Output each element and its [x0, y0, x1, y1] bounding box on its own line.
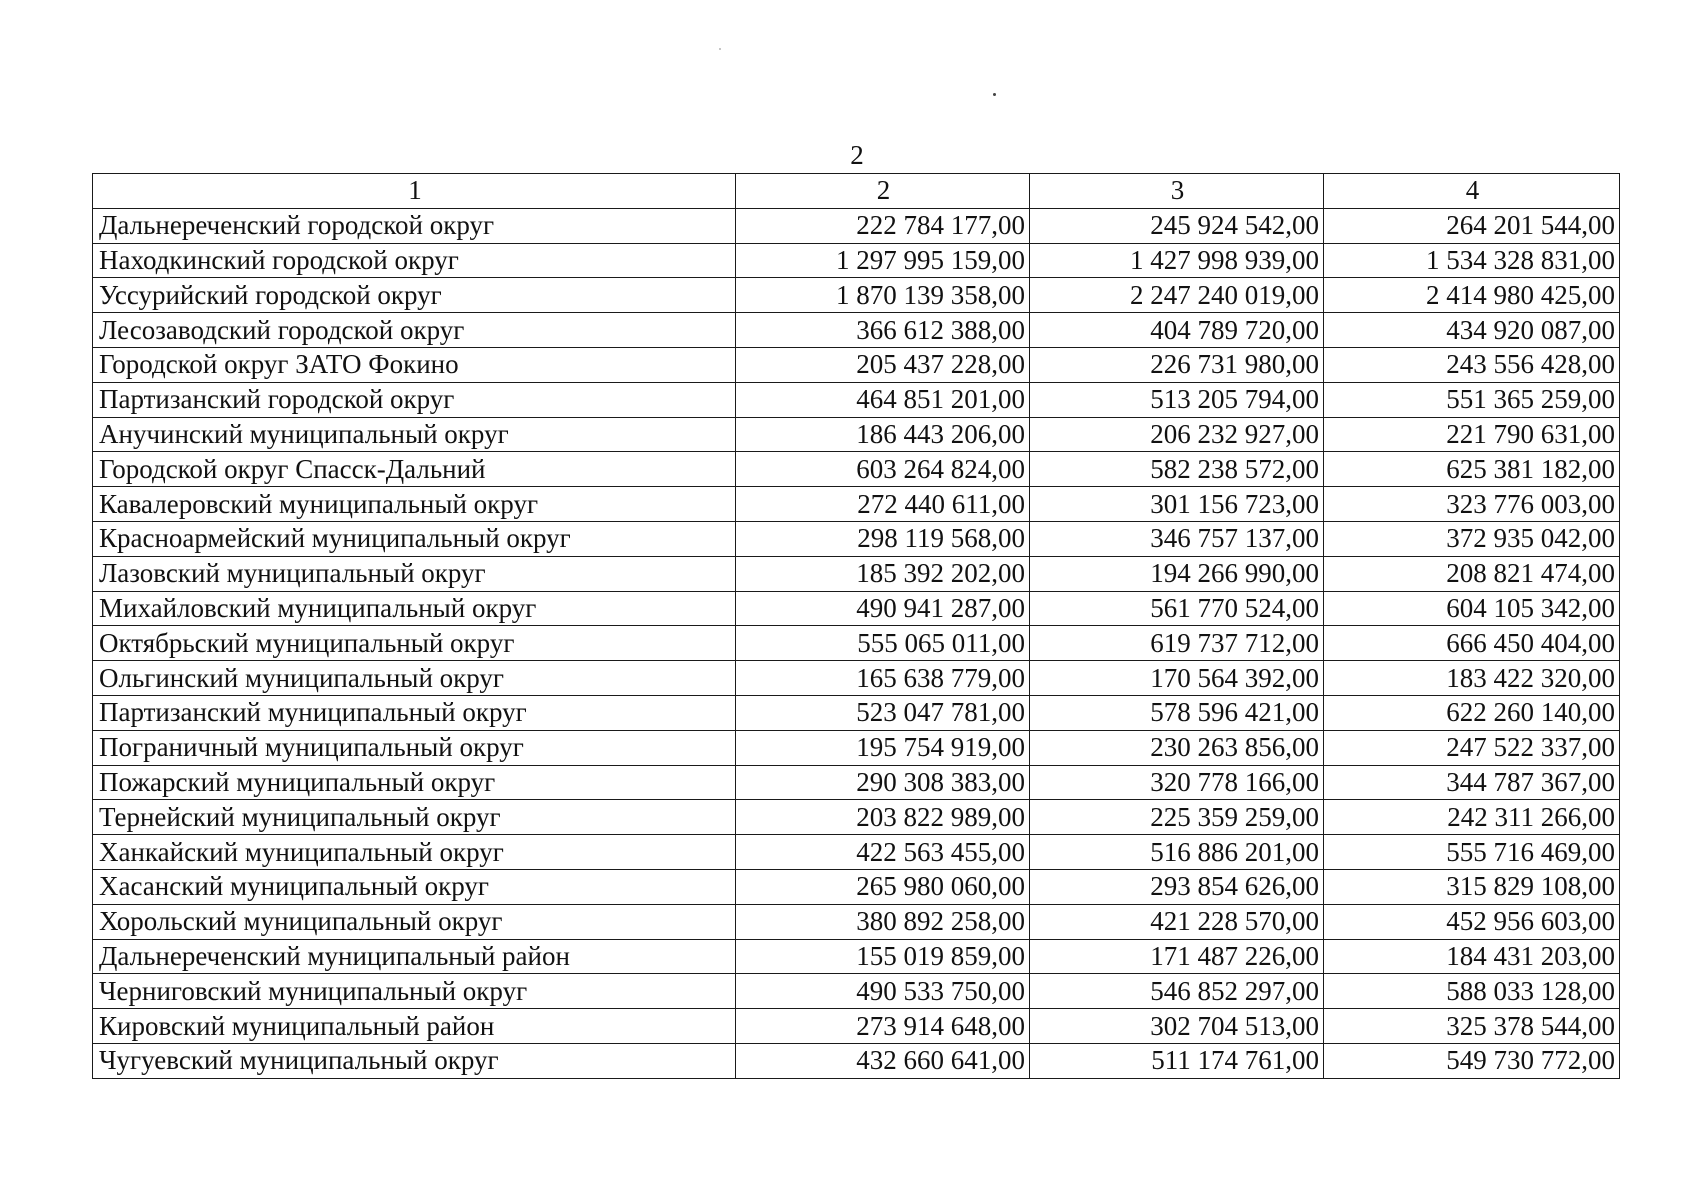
page-number: 2 — [850, 140, 864, 170]
table-row — [93, 243, 1620, 278]
value-cell-col2: 422 563 455,00 — [736, 835, 1030, 870]
value-cell-col4: 434 920 087,00 — [1324, 313, 1620, 348]
municipality-name-cell: Октябрьский муниципальный округ — [93, 626, 736, 661]
table-row — [93, 869, 1620, 904]
value-cell-col2: 523 047 781,00 — [736, 695, 1030, 730]
value-cell-col2: 1 870 139 358,00 — [736, 278, 1030, 313]
municipality-name-cell: Кировский муниципальный район — [93, 1009, 736, 1044]
municipality-name-cell: Пограничный муниципальный округ — [93, 730, 736, 765]
value-cell-col4: 184 431 203,00 — [1324, 939, 1620, 974]
municipality-name-cell: Дальнереченский муниципальный район — [93, 939, 736, 974]
value-cell-col4: 344 787 367,00 — [1324, 765, 1620, 800]
value-cell-col2: 298 119 568,00 — [736, 521, 1030, 556]
municipality-name-cell: Уссурийский городской округ — [93, 278, 736, 313]
value-cell-col3: 546 852 297,00 — [1030, 974, 1324, 1009]
value-cell-col2: 265 980 060,00 — [736, 869, 1030, 904]
value-cell-col4: 264 201 544,00 — [1324, 208, 1620, 243]
value-cell-col3: 302 704 513,00 — [1030, 1009, 1324, 1044]
value-cell-col2: 490 533 750,00 — [736, 974, 1030, 1009]
value-cell-col4: 555 716 469,00 — [1324, 835, 1620, 870]
value-cell-col4: 588 033 128,00 — [1324, 974, 1620, 1009]
value-cell-col4: 183 422 320,00 — [1324, 661, 1620, 696]
value-cell-col3: 301 156 723,00 — [1030, 487, 1324, 522]
table-row — [93, 382, 1620, 417]
value-cell-col3: 404 789 720,00 — [1030, 313, 1324, 348]
value-cell-col4: 315 829 108,00 — [1324, 869, 1620, 904]
value-cell-col3: 170 564 392,00 — [1030, 661, 1324, 696]
table-row — [93, 521, 1620, 556]
value-cell-col2: 290 308 383,00 — [736, 765, 1030, 800]
value-cell-col2: 195 754 919,00 — [736, 730, 1030, 765]
value-cell-col2: 555 065 011,00 — [736, 626, 1030, 661]
value-cell-col3: 516 886 201,00 — [1030, 835, 1324, 870]
table-row — [93, 730, 1620, 765]
table-row — [93, 417, 1620, 452]
municipality-name-cell: Тернейский муниципальный округ — [93, 800, 736, 835]
value-cell-col4: 1 534 328 831,00 — [1324, 243, 1620, 278]
value-cell-col3: 293 854 626,00 — [1030, 869, 1324, 904]
value-cell-col2: 165 638 779,00 — [736, 661, 1030, 696]
value-cell-col2: 205 437 228,00 — [736, 347, 1030, 382]
municipality-name-cell: Михайловский муниципальный округ — [93, 591, 736, 626]
table-row — [93, 626, 1620, 661]
value-cell-col3: 230 263 856,00 — [1030, 730, 1324, 765]
value-cell-col2: 155 019 859,00 — [736, 939, 1030, 974]
value-cell-col3: 320 778 166,00 — [1030, 765, 1324, 800]
value-cell-col2: 490 941 287,00 — [736, 591, 1030, 626]
value-cell-col3: 511 174 761,00 — [1030, 1043, 1324, 1078]
column-header: 2 — [736, 174, 1030, 209]
table-row — [93, 208, 1620, 243]
value-cell-col3: 245 924 542,00 — [1030, 208, 1324, 243]
value-cell-col3: 171 487 226,00 — [1030, 939, 1324, 974]
value-cell-col3: 206 232 927,00 — [1030, 417, 1324, 452]
value-cell-col4: 247 522 337,00 — [1324, 730, 1620, 765]
municipality-name-cell: Лазовский муниципальный округ — [93, 556, 736, 591]
table-row — [93, 695, 1620, 730]
municipality-name-cell: Анучинский муниципальный округ — [93, 417, 736, 452]
value-cell-col4: 323 776 003,00 — [1324, 487, 1620, 522]
value-cell-col4: 221 790 631,00 — [1324, 417, 1620, 452]
table-row — [93, 835, 1620, 870]
municipality-name-cell: Находкинский городской округ — [93, 243, 736, 278]
value-cell-col2: 432 660 641,00 — [736, 1043, 1030, 1078]
value-cell-col4: 622 260 140,00 — [1324, 695, 1620, 730]
table-body — [93, 208, 1620, 1078]
value-cell-col2: 273 914 648,00 — [736, 1009, 1030, 1044]
table-row — [93, 1043, 1620, 1078]
value-cell-col4: 452 956 603,00 — [1324, 904, 1620, 939]
municipality-name-cell: Хасанский муниципальный округ — [93, 869, 736, 904]
value-cell-col3: 346 757 137,00 — [1030, 521, 1324, 556]
municipality-name-cell: Чугуевский муниципальный округ — [93, 1043, 736, 1078]
municipality-name-cell: Партизанский муниципальный округ — [93, 695, 736, 730]
value-cell-col2: 186 443 206,00 — [736, 417, 1030, 452]
value-cell-col2: 603 264 824,00 — [736, 452, 1030, 487]
value-cell-col2: 203 822 989,00 — [736, 800, 1030, 835]
municipality-name-cell: Хорольский муниципальный округ — [93, 904, 736, 939]
value-cell-col2: 222 784 177,00 — [736, 208, 1030, 243]
value-cell-col2: 185 392 202,00 — [736, 556, 1030, 591]
municipality-name-cell: Ханкайский муниципальный округ — [93, 835, 736, 870]
municipality-name-cell: Кавалеровский муниципальный округ — [93, 487, 736, 522]
table-row — [93, 904, 1620, 939]
value-cell-col3: 194 266 990,00 — [1030, 556, 1324, 591]
value-cell-col3: 561 770 524,00 — [1030, 591, 1324, 626]
value-cell-col2: 272 440 611,00 — [736, 487, 1030, 522]
table-row — [93, 347, 1620, 382]
scan-speck — [993, 93, 996, 96]
value-cell-col3: 225 359 259,00 — [1030, 800, 1324, 835]
data-table — [92, 173, 1620, 1079]
value-cell-col4: 2 414 980 425,00 — [1324, 278, 1620, 313]
table-row — [93, 452, 1620, 487]
value-cell-col2: 1 297 995 159,00 — [736, 243, 1030, 278]
table-row — [93, 765, 1620, 800]
municipality-name-cell: Городской округ ЗАТО Фокино — [93, 347, 736, 382]
value-cell-col3: 578 596 421,00 — [1030, 695, 1324, 730]
table-row — [93, 661, 1620, 696]
table-row — [93, 939, 1620, 974]
value-cell-col4: 242 311 266,00 — [1324, 800, 1620, 835]
table-row — [93, 487, 1620, 522]
table-row — [93, 800, 1620, 835]
municipality-name-cell: Пожарский муниципальный округ — [93, 765, 736, 800]
table-row — [93, 313, 1620, 348]
value-cell-col4: 666 450 404,00 — [1324, 626, 1620, 661]
municipality-name-cell: Черниговский муниципальный округ — [93, 974, 736, 1009]
column-header: 1 — [93, 174, 736, 209]
value-cell-col4: 625 381 182,00 — [1324, 452, 1620, 487]
table-header-row — [93, 174, 1620, 209]
table-row — [93, 556, 1620, 591]
municipality-name-cell: Партизанский городской округ — [93, 382, 736, 417]
value-cell-col4: 551 365 259,00 — [1324, 382, 1620, 417]
scan-speck — [719, 48, 721, 50]
value-cell-col4: 604 105 342,00 — [1324, 591, 1620, 626]
value-cell-col4: 208 821 474,00 — [1324, 556, 1620, 591]
value-cell-col2: 366 612 388,00 — [736, 313, 1030, 348]
municipality-name-cell: Лесозаводский городской округ — [93, 313, 736, 348]
column-header: 4 — [1324, 174, 1620, 209]
value-cell-col4: 549 730 772,00 — [1324, 1043, 1620, 1078]
municipality-name-cell: Городской округ Спасск-Дальний — [93, 452, 736, 487]
table-row — [93, 1009, 1620, 1044]
table-row — [93, 591, 1620, 626]
municipality-name-cell: Ольгинский муниципальный округ — [93, 661, 736, 696]
value-cell-col2: 380 892 258,00 — [736, 904, 1030, 939]
municipality-name-cell: Красноармейский муниципальный округ — [93, 521, 736, 556]
value-cell-col3: 226 731 980,00 — [1030, 347, 1324, 382]
value-cell-col3: 582 238 572,00 — [1030, 452, 1324, 487]
table-row — [93, 974, 1620, 1009]
column-header: 3 — [1030, 174, 1324, 209]
value-cell-col4: 243 556 428,00 — [1324, 347, 1620, 382]
value-cell-col4: 325 378 544,00 — [1324, 1009, 1620, 1044]
value-cell-col3: 513 205 794,00 — [1030, 382, 1324, 417]
value-cell-col3: 619 737 712,00 — [1030, 626, 1324, 661]
value-cell-col2: 464 851 201,00 — [736, 382, 1030, 417]
municipality-name-cell: Дальнереченский городской округ — [93, 208, 736, 243]
value-cell-col3: 1 427 998 939,00 — [1030, 243, 1324, 278]
table-row — [93, 278, 1620, 313]
value-cell-col3: 2 247 240 019,00 — [1030, 278, 1324, 313]
value-cell-col3: 421 228 570,00 — [1030, 904, 1324, 939]
value-cell-col4: 372 935 042,00 — [1324, 521, 1620, 556]
